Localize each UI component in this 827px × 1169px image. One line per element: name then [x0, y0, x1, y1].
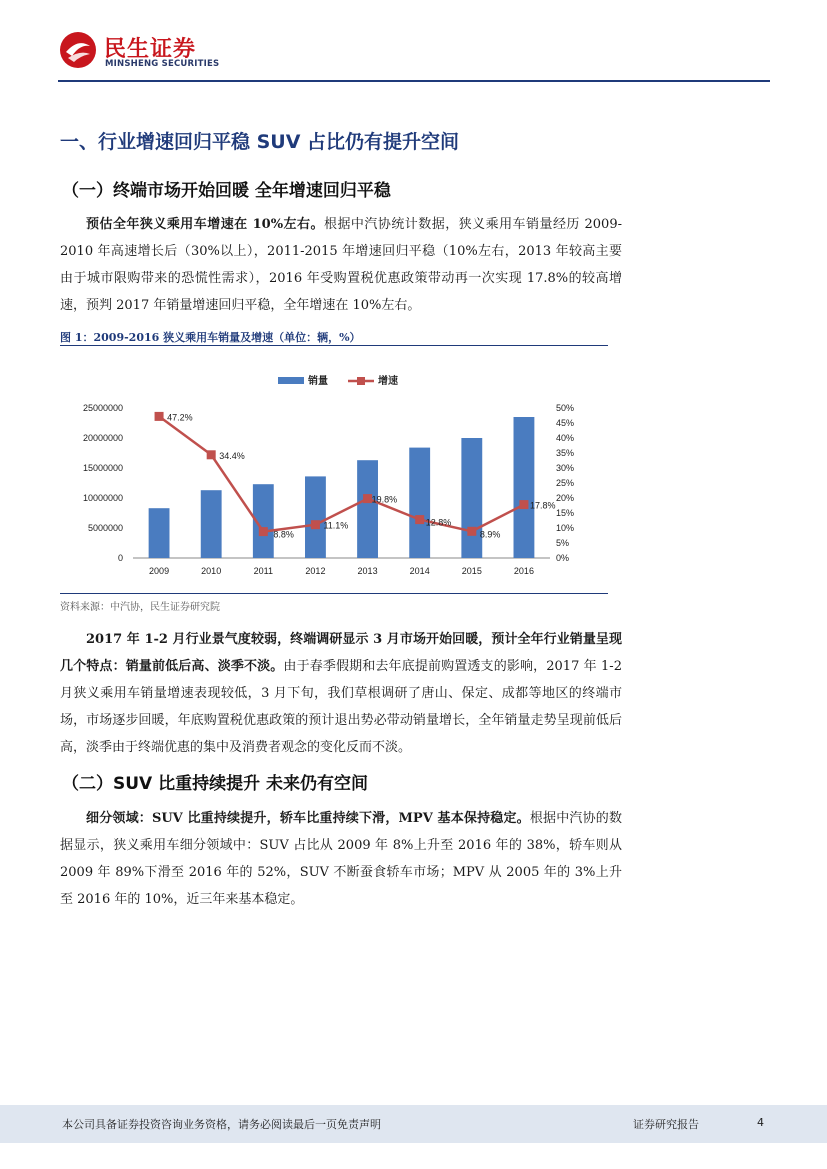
subsection-title-2: （二）SUV 比重持续提升 未来仍有空间: [62, 774, 369, 794]
growth-data-label: 34.4%: [219, 450, 245, 461]
sales-bar: [149, 508, 170, 558]
y-right-tick-label: 40%: [556, 433, 575, 443]
sales-bar: [201, 490, 222, 558]
legend-line-label: 增速: [378, 376, 398, 387]
growth-data-label: 47.2%: [167, 412, 193, 423]
y-right-tick-label: 0%: [556, 553, 570, 563]
y-right-tick-label: 5%: [556, 538, 570, 548]
section-title: 一、行业增速回归平稳 SUV 占比仍有提升空间: [60, 131, 460, 153]
x-tick-label: 2012: [305, 566, 326, 576]
growth-data-label: 12.8%: [425, 517, 452, 528]
y-right-tick-label: 10%: [556, 523, 575, 533]
x-tick-label: 2014: [409, 566, 430, 576]
paragraph-2-lead: 2017 年 1-2 月行业景气度较弱，终端调研显示 3 月市场开始回暖，预计全年行业销量呈现几个特点：销量前低后高、淡季不淡。: [60, 632, 622, 674]
figure-top-rule: [60, 345, 608, 346]
figure-source: 资料来源：中汽协，民生证券研究院: [60, 602, 220, 613]
logo-chinese-name: 民生证券: [104, 37, 197, 62]
paragraph-2-body: 由于春季假期和去年底提前购置透支的影响，2017 年 1-2 月狭义乘用车销量增速表现较低，3 月下旬，我们草根调研了唐山、保定、成都等地区的终端市场，市场逐步回暖，年底购置税优惠政策的预计退出势必带动销量增长，全年销量走势呈现前低后高，淡季由于终端优惠的集中及消费者观念的变化反而不淡。: [60, 659, 622, 755]
paragraph-3-body: 根据中汽协的数据显示，狭义乘用车细分领域中：SUV 占比从 2009 年 8%上升至 2016 年的 38%，轿车则从 2009 年 89%下滑至 2016 年的 52%，SUV 不断蚕食轿车市场；MPV 从 2005 年的 3%上升至 2016 年的 10%，近三年来基本稳定。: [60, 811, 622, 907]
growth-data-label: 19.8%: [371, 494, 398, 505]
footer-disclaimer: 本公司具备证券投资咨询业务资格，请务必阅读最后一页免责声明: [62, 1118, 381, 1131]
paragraph-3-lead: 细分领域：SUV 比重持续提升，轿车比重持续下滑，MPV 基本保持稳定。: [86, 811, 530, 826]
legend-bar-swatch: [278, 377, 304, 384]
paragraph-2: [60, 626, 622, 761]
paragraph-1-lead: 预估全年狭义乘用车增速在 10%左右。: [86, 217, 324, 232]
x-tick-label: 2010: [201, 566, 222, 576]
brand-logo: [58, 30, 258, 74]
sales-bar: [357, 460, 378, 558]
x-tick-label: 2016: [513, 566, 534, 576]
growth-point: [155, 412, 164, 421]
sales-bar: [305, 476, 326, 558]
y-left-tick-label: 20000000: [82, 433, 123, 443]
growth-data-label: 17.8%: [529, 500, 556, 511]
y-right-tick-label: 50%: [556, 403, 575, 413]
paragraph-1: [60, 211, 622, 319]
paragraph-1-body: 根据中汽协统计数据，狭义乘用车销量经历 2009-2010 年高速增长后（30%以上），2011-2015 年增速回归平稳（10%左右，2013 年较高主要由于城市限购带来的恐慌性需求），2016 年受购置税优惠政策带动再一次实现 17.8%的较高增速，预判 2017 年销量增速回归平稳，全年增速在 10%左右。: [60, 217, 622, 313]
growth-data-label: 8.8%: [273, 529, 294, 540]
figure-bottom-rule: [60, 593, 608, 594]
growth-point: [259, 527, 268, 536]
y-left-tick-label: 15000000: [82, 463, 123, 473]
y-left-tick-label: 0: [117, 553, 123, 563]
page-number: 4: [757, 1116, 764, 1129]
logo-english-name: MINSHENG SECURITIES: [105, 59, 220, 69]
y-right-tick-label: 15%: [556, 508, 575, 518]
growth-point: [467, 527, 476, 536]
y-right-tick-label: 25%: [556, 478, 575, 488]
sales-bar: [514, 417, 535, 558]
growth-data-label: 8.9%: [479, 529, 501, 540]
x-tick-label: 2009: [149, 566, 170, 576]
header-divider: [58, 80, 770, 82]
growth-point: [519, 500, 528, 509]
x-tick-label: 2011: [253, 566, 273, 576]
y-right-tick-label: 20%: [556, 493, 575, 503]
legend-line-marker: [357, 377, 365, 385]
y-right-tick-label: 35%: [556, 448, 575, 458]
x-tick-label: 2013: [357, 566, 378, 576]
growth-point: [415, 515, 424, 524]
y-left-tick-label: 5000000: [87, 523, 123, 533]
y-left-tick-label: 10000000: [82, 493, 123, 503]
growth-point: [311, 520, 320, 529]
growth-data-label: 11.1%: [323, 520, 349, 531]
sales-bar: [409, 448, 430, 558]
footer-report-type: 证券研究报告: [633, 1118, 699, 1131]
y-right-tick-label: 30%: [556, 463, 575, 473]
paragraph-3: [60, 805, 622, 913]
sales-growth-chart: [60, 356, 608, 588]
growth-point: [207, 450, 216, 459]
sales-bar: [461, 438, 482, 558]
figure-title: 图 1：2009-2016 狭义乘用车销量及增速（单位：辆，%）: [60, 331, 361, 344]
y-left-tick-label: 25000000: [82, 403, 123, 413]
x-tick-label: 2015: [461, 566, 482, 576]
minsheng-logo-icon: [58, 30, 98, 70]
y-right-tick-label: 45%: [556, 418, 575, 428]
subsection-title-1: （一）终端市场开始回暖 全年增速回归平稳: [62, 181, 391, 201]
legend-bar-label: 销量: [308, 376, 328, 387]
